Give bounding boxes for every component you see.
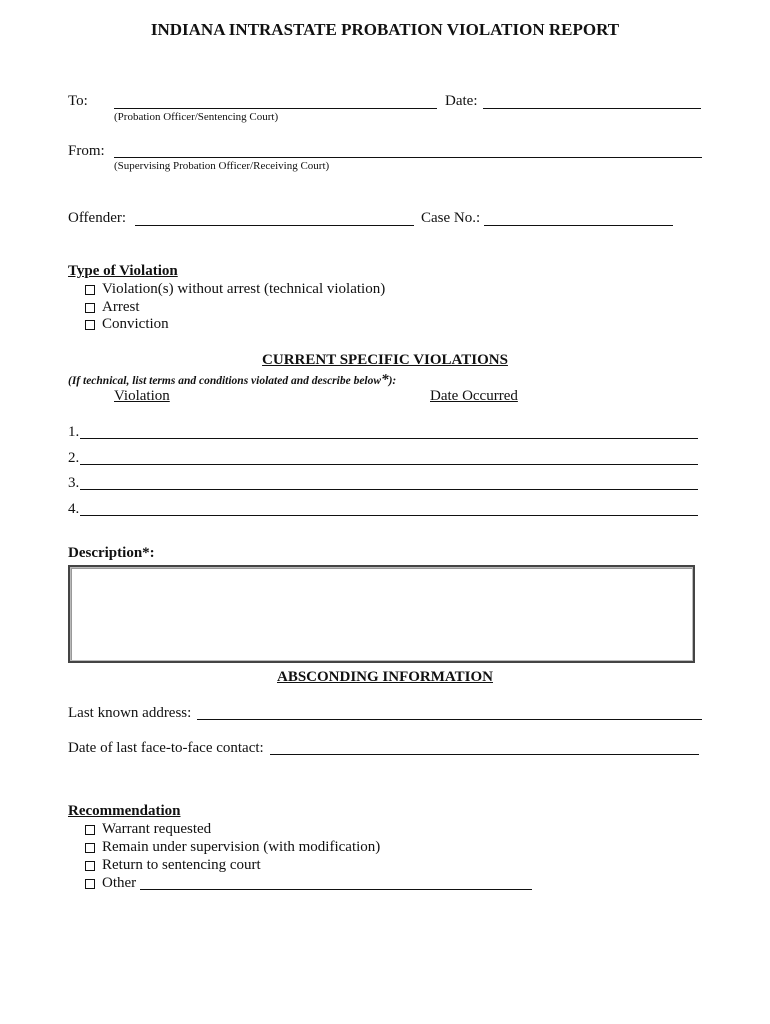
checkbox-conviction[interactable] [85,320,95,330]
to-sublabel: (Probation Officer/Sentencing Court) [114,111,279,123]
date-label: Date: [445,93,478,109]
option-technical: Violation(s) without arrest (technical violation) [102,281,386,297]
option-conviction: Conviction [102,316,169,332]
to-label: To: [68,93,88,109]
current-violations-heading: CURRENT SPECIFIC VIOLATIONS [262,352,508,368]
option-warrant: Warrant requested [102,821,212,837]
checkbox-remain[interactable] [85,843,95,853]
instruction-end: ): [388,375,397,387]
violation-row-number: 1. [68,424,80,440]
checkbox-other[interactable] [85,879,95,889]
other-field[interactable] [140,889,532,890]
offender-field[interactable] [135,225,414,226]
address-label: Last known address: [68,705,192,721]
violations-instruction [68,372,396,389]
contact-label: Date of last face-to-face contact: [68,740,264,756]
from-label: From: [68,143,105,159]
violation-type-heading: Type of Violation [68,263,178,279]
to-field[interactable] [114,108,437,109]
option-other: Other [102,875,137,891]
violation-row-1-field[interactable] [80,438,698,439]
violation-row-4-field[interactable] [80,515,698,516]
description-textarea[interactable] [68,565,695,663]
case-field[interactable] [484,225,673,226]
instruction-text: (If technical, list terms and conditions violated and describe below [68,375,382,387]
instruction-star: * [381,372,389,388]
option-arrest: Arrest [102,299,140,315]
checkbox-warrant[interactable] [85,825,95,835]
from-field[interactable] [114,157,702,158]
checkbox-return[interactable] [85,861,95,871]
checkbox-technical[interactable] [85,285,95,295]
case-label: Case No.: [421,210,481,226]
violation-row-3-field[interactable] [80,489,698,490]
checkbox-arrest[interactable] [85,303,95,313]
violation-row-number: 3. [68,475,80,491]
date-field[interactable] [483,108,701,109]
from-sublabel: (Supervising Probation Officer/Receiving Court) [114,160,330,172]
contact-date-field[interactable] [270,754,699,755]
violation-row-2-field[interactable] [80,464,698,465]
column-date-occurred: Date Occurred [430,388,518,404]
page-title: INDIANA INTRASTATE PROBATION VIOLATION REPORT [150,20,620,39]
column-violation: Violation [114,388,170,404]
option-remain: Remain under supervision (with modification) [102,839,381,855]
recommendation-heading: Recommendation [68,803,181,819]
description-label: Description*: [68,545,155,561]
violation-row-number: 4. [68,501,80,517]
violation-row-number: 2. [68,450,80,466]
offender-label: Offender: [68,210,127,226]
option-return: Return to sentencing court [102,857,261,873]
absconding-heading: ABSCONDING INFORMATION [277,669,493,685]
address-field[interactable] [197,719,702,720]
